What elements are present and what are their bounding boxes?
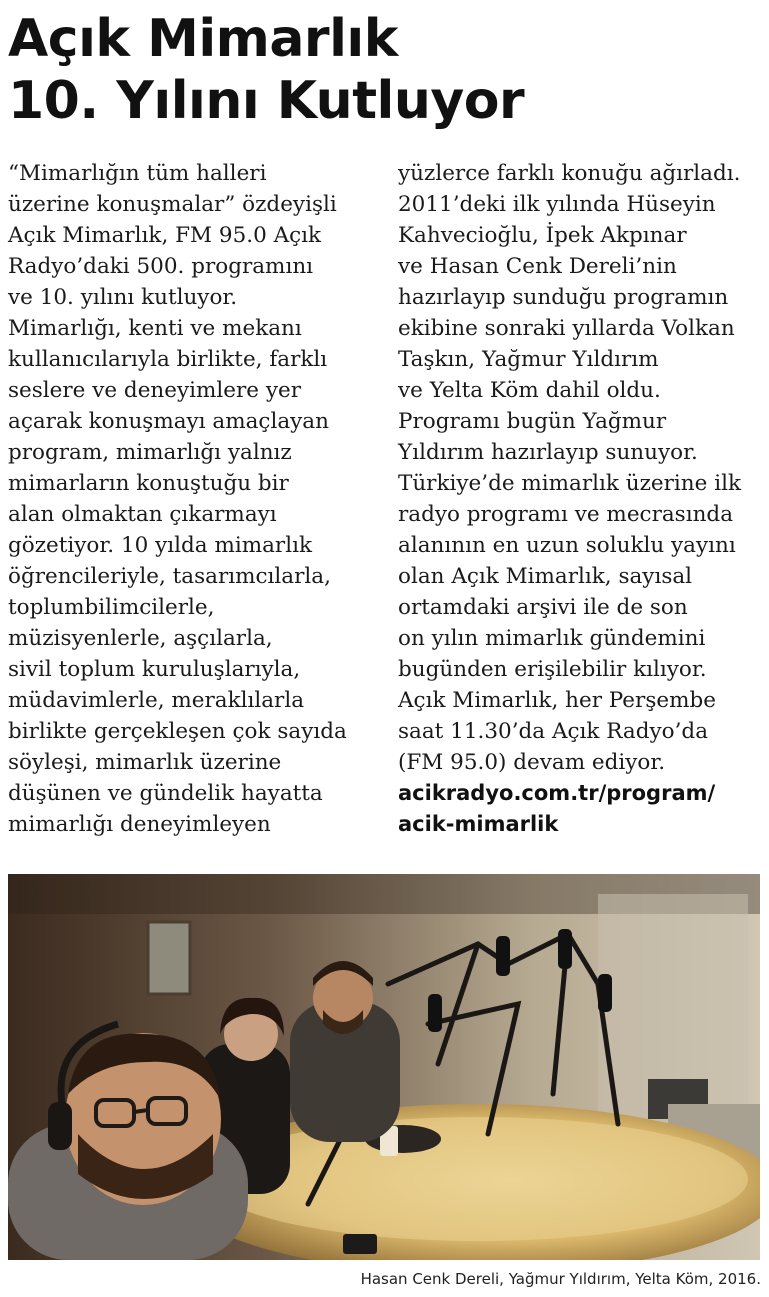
body-column-left bbox=[8, 158, 378, 840]
text-line: olan Açık Mimarlık, sayısal bbox=[398, 564, 693, 589]
text-line: mimarların konuştuğu bir bbox=[8, 471, 289, 496]
text-line: Radyo’daki 500. programını bbox=[8, 254, 314, 279]
text-line: Taşkın, Yağmur Yıldırım bbox=[398, 347, 659, 372]
text-line: toplumbilimcilerle, bbox=[8, 595, 215, 620]
text-line: Açık Mimarlık, FM 95.0 Açık bbox=[8, 223, 322, 248]
text-line: 2011’deki ilk yılında Hüseyin bbox=[398, 192, 716, 217]
body-column-right bbox=[398, 158, 763, 840]
text-line: program, mimarlığı yalnız bbox=[8, 440, 292, 465]
text-line: Programı bugün Yağmur bbox=[398, 409, 667, 434]
text-line: ve Yelta Köm dahil oldu. bbox=[398, 378, 661, 403]
text-line: kullanıcılarıyla birlikte, farklı bbox=[8, 347, 328, 372]
text-line: ve 10. yılını kutluyor. bbox=[8, 285, 238, 310]
text-line: yüzlerce farklı konuğu ağırladı. bbox=[398, 161, 741, 186]
text-line: seslere ve deneyimlere yer bbox=[8, 378, 301, 403]
text-line: saat 11.30’da Açık Radyo’da bbox=[398, 719, 709, 744]
text-line: Mimarlığı, kenti ve mekanı bbox=[8, 316, 302, 341]
photo-caption: Hasan Cenk Dereli, Yağmur Yıldırım, Yelta Köm, 2016. bbox=[360, 1270, 761, 1288]
text-line: gözetiyor. 10 yılda mimarlık bbox=[8, 533, 312, 558]
text-line: müdavimlerle, meraklılarla bbox=[8, 688, 305, 713]
title-line-1: Açık Mimarlık bbox=[8, 9, 398, 69]
text-line: alan olmaktan çıkarmayı bbox=[8, 502, 277, 527]
text-line: hazırlayıp sunduğu programın bbox=[398, 285, 729, 310]
radio-studio-photo bbox=[8, 874, 760, 1260]
text-line: müzisyenlerle, aşçılarla, bbox=[8, 626, 273, 651]
text-line: “Mimarlığın tüm halleri bbox=[8, 161, 267, 186]
text-line: Açık Mimarlık, her Perşembe bbox=[398, 688, 716, 713]
program-url-line-1[interactable]: acikradyo.com.tr/program/ bbox=[398, 781, 716, 805]
text-line: üzerine konuşmalar” özdeyişli bbox=[8, 192, 337, 217]
text-line: ve Hasan Cenk Dereli’nin bbox=[398, 254, 677, 279]
text-line: birlikte gerçekleşen çok sayıda bbox=[8, 719, 347, 744]
article-title bbox=[8, 8, 758, 132]
text-line: Yıldırım hazırlayıp sunuyor. bbox=[398, 440, 698, 465]
text-line: açarak konuşmayı amaçlayan bbox=[8, 409, 329, 434]
text-line: ekibine sonraki yıllarda Volkan bbox=[398, 316, 735, 341]
text-line: (FM 95.0) devam ediyor. bbox=[398, 750, 666, 775]
text-line: alanının en uzun soluklu yayını bbox=[398, 533, 736, 558]
text-line: Türkiye’de mimarlık üzerine ilk bbox=[398, 471, 741, 496]
text-line: radyo programı ve mecrasında bbox=[398, 502, 734, 527]
text-line: Kahvecioğlu, İpek Akpınar bbox=[398, 223, 687, 248]
text-line: bugünden erişilebilir kılıyor. bbox=[398, 657, 707, 682]
text-line: düşünen ve gündelik hayatta bbox=[8, 781, 323, 806]
text-line: sivil toplum kuruluşlarıyla, bbox=[8, 657, 301, 682]
text-line: mimarlığı deneyimleyen bbox=[8, 812, 271, 837]
program-url-line-2[interactable]: acik-mimarlik bbox=[398, 812, 559, 836]
text-line: on yılın mimarlık gündemini bbox=[398, 626, 706, 651]
text-line: öğrencileriyle, tasarımcılarla, bbox=[8, 564, 331, 589]
text-line: söyleşi, mimarlık üzerine bbox=[8, 750, 282, 775]
text-line: ortamdaki arşivi ile de son bbox=[398, 595, 688, 620]
title-line-2: 10. Yılını Kutluyor bbox=[8, 71, 525, 131]
